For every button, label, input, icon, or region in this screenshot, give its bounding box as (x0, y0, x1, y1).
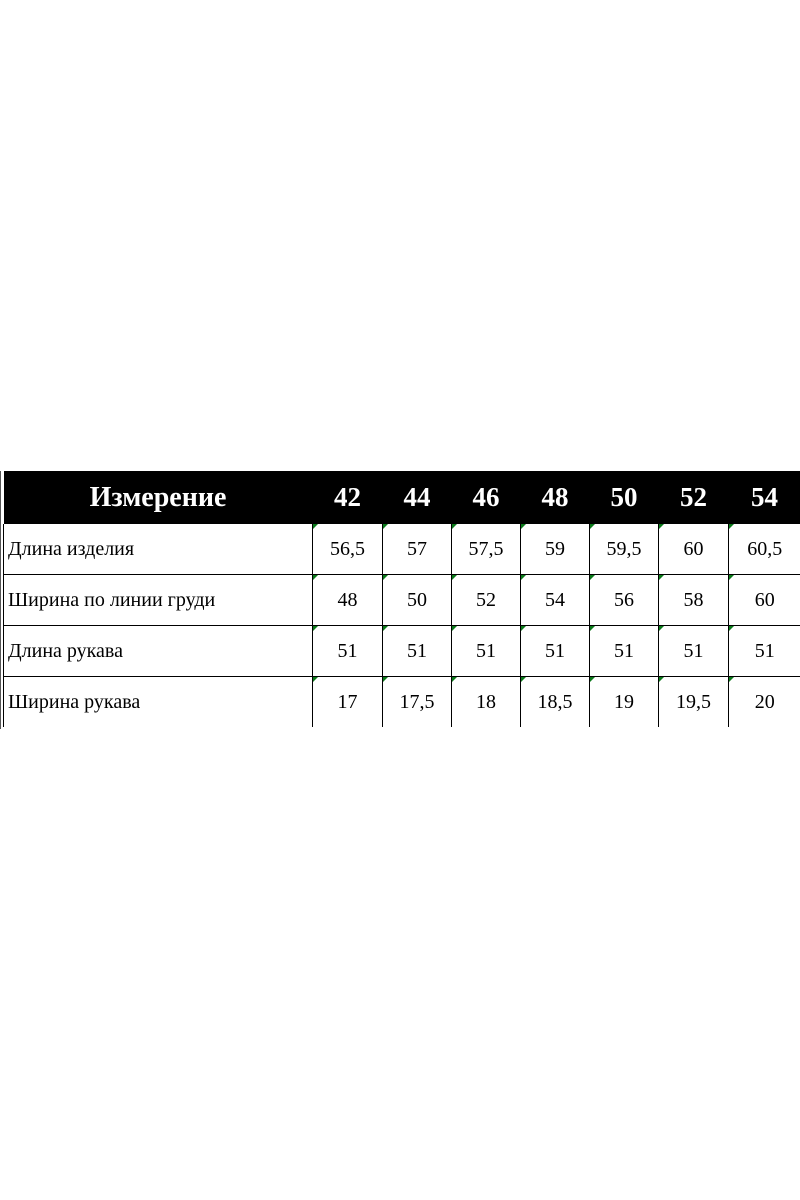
header-size-42: 42 (313, 471, 383, 524)
table-cell: 59 (521, 524, 590, 575)
table-cell: 56 (590, 575, 659, 626)
left-edge-line (0, 471, 1, 729)
table-cell: 51 (659, 626, 729, 677)
table-cell: 17,5 (383, 677, 452, 728)
header-size-48: 48 (521, 471, 590, 524)
table-cell: 51 (729, 626, 800, 677)
header-measurement-label: Измерение (4, 471, 313, 524)
table-row (4, 524, 800, 575)
table-header-row (4, 471, 800, 524)
table-cell: 56,5 (313, 524, 383, 575)
table-cell: 18 (452, 677, 521, 728)
row-label-product-length: Длина изделия (4, 524, 313, 575)
table-cell: 60,5 (729, 524, 800, 575)
table-cell: 58 (659, 575, 729, 626)
header-size-52: 52 (659, 471, 729, 524)
header-size-46: 46 (452, 471, 521, 524)
table-cell: 51 (590, 626, 659, 677)
header-size-44: 44 (383, 471, 452, 524)
table-cell: 19 (590, 677, 659, 728)
table-row (4, 626, 800, 677)
table-row (4, 677, 800, 728)
table-cell: 57,5 (452, 524, 521, 575)
row-label-sleeve-length: Длина рукава (4, 626, 313, 677)
header-size-50: 50 (590, 471, 659, 524)
table-cell: 60 (729, 575, 800, 626)
table-cell: 51 (313, 626, 383, 677)
size-chart-table (3, 471, 800, 727)
table-cell: 18,5 (521, 677, 590, 728)
table-cell: 48 (313, 575, 383, 626)
table-cell: 51 (521, 626, 590, 677)
row-label-chest-width: Ширина по линии груди (4, 575, 313, 626)
table-cell: 51 (452, 626, 521, 677)
table-cell: 17 (313, 677, 383, 728)
table-cell: 59,5 (590, 524, 659, 575)
table-row (4, 575, 800, 626)
table-cell: 54 (521, 575, 590, 626)
table-cell: 20 (729, 677, 800, 728)
table-cell: 50 (383, 575, 452, 626)
table-cell: 57 (383, 524, 452, 575)
row-label-sleeve-width: Ширина рукава (4, 677, 313, 728)
table-cell: 51 (383, 626, 452, 677)
table-cell: 60 (659, 524, 729, 575)
header-size-54: 54 (729, 471, 800, 524)
table-cell: 52 (452, 575, 521, 626)
table-cell: 19,5 (659, 677, 729, 728)
